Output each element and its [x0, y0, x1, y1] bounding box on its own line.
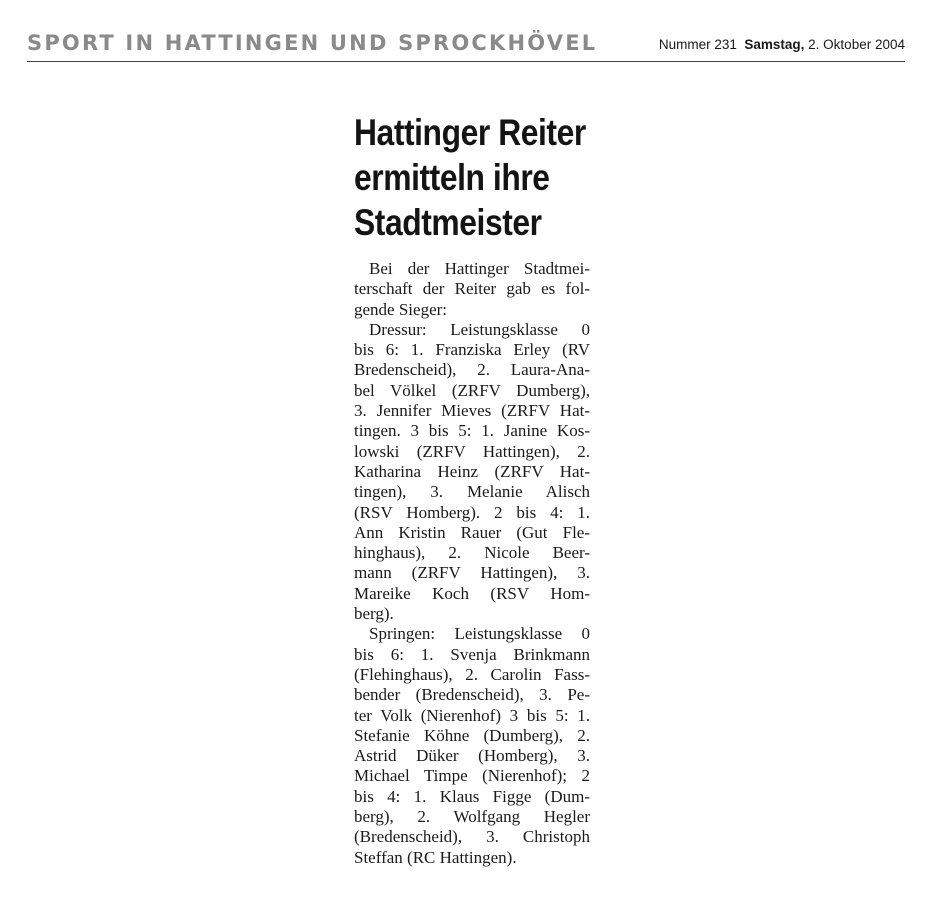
article-line: terschaft der Reiter gab es fol- [354, 279, 590, 299]
article-body [354, 259, 590, 868]
article-line: berg), 2. Wolfgang Hegler [354, 807, 590, 827]
article-line: tingen. 3 bis 5: 1. Janine Kos- [354, 421, 590, 441]
article-line: bis 6: 1. Svenja Brinkmann [354, 644, 590, 664]
article-paragraph [354, 320, 590, 624]
article-line: (Bredenscheid), 3. Christoph [354, 827, 590, 847]
headline [354, 110, 595, 245]
headline-line: ermitteln ihre [354, 157, 550, 198]
article-line: bender (Bredenscheid), 3. Pe- [354, 685, 590, 705]
issue-weekday: Samstag, [744, 37, 805, 52]
article-paragraph [354, 624, 590, 868]
article-line: bis 4: 1. Klaus Figge (Dum- [354, 786, 590, 806]
article-line: mann (ZRFV Hattingen), 3. [354, 563, 590, 583]
article-line: Astrid Düker (Homberg), 3. [354, 746, 590, 766]
article-line: bel Völkel (ZRFV Dumberg), [354, 380, 590, 400]
masthead [27, 30, 905, 62]
masthead-divider [27, 61, 905, 62]
article-line: Bredenscheid), 2. Laura-Ana- [354, 360, 590, 380]
article-line: lowski (ZRFV Hattingen), 2. [354, 441, 590, 461]
article-line: Bei der Hattinger Stadtmei- [369, 259, 590, 278]
article-line: bis 6: 1. Franziska Erley (RV [354, 340, 590, 360]
headline-line: Hattinger Reiter [354, 112, 586, 153]
article-paragraph [354, 259, 590, 320]
issue-number: Nummer 231 [658, 37, 737, 52]
article-line: (Flehinghaus), 2. Carolin Fass- [354, 664, 590, 684]
article-line: Michael Timpe (Nierenhof); 2 [354, 766, 590, 786]
section-title: SPORT IN HATTINGEN UND SPROCKHÖVEL [27, 31, 598, 55]
issue-date: 2. Oktober 2004 [808, 37, 905, 52]
article [354, 110, 590, 868]
article-line: gende Sieger: [354, 299, 447, 319]
article-line: (RSV Homberg). 2 bis 4: 1. [354, 502, 590, 522]
article-line: Stefanie Köhne (Dumberg), 2. [354, 725, 590, 745]
article-line: ter Volk (Nierenhof) 3 bis 5: 1. [354, 705, 590, 725]
article-line: berg). [354, 604, 394, 624]
article-line: hinghaus), 2. Nicole Beer- [354, 543, 590, 563]
article-line: Mareike Koch (RSV Hom- [354, 583, 590, 603]
article-line: Springen: Leistungsklasse 0 [369, 624, 590, 644]
headline-line: Stadtmeister [354, 202, 542, 243]
issue-info [659, 37, 905, 52]
article-line: tingen), 3. Melanie Alisch [354, 482, 590, 502]
article-line: Ann Kristin Rauer (Gut Fle- [354, 522, 590, 542]
article-line: Dressur: Leistungsklasse 0 [369, 319, 590, 339]
article-line: 3. Jennifer Mieves (ZRFV Hat- [354, 401, 590, 421]
article-line: Steffan (RC Hattingen). [354, 847, 517, 867]
article-line: Katharina Heinz (ZRFV Hat- [354, 461, 590, 481]
